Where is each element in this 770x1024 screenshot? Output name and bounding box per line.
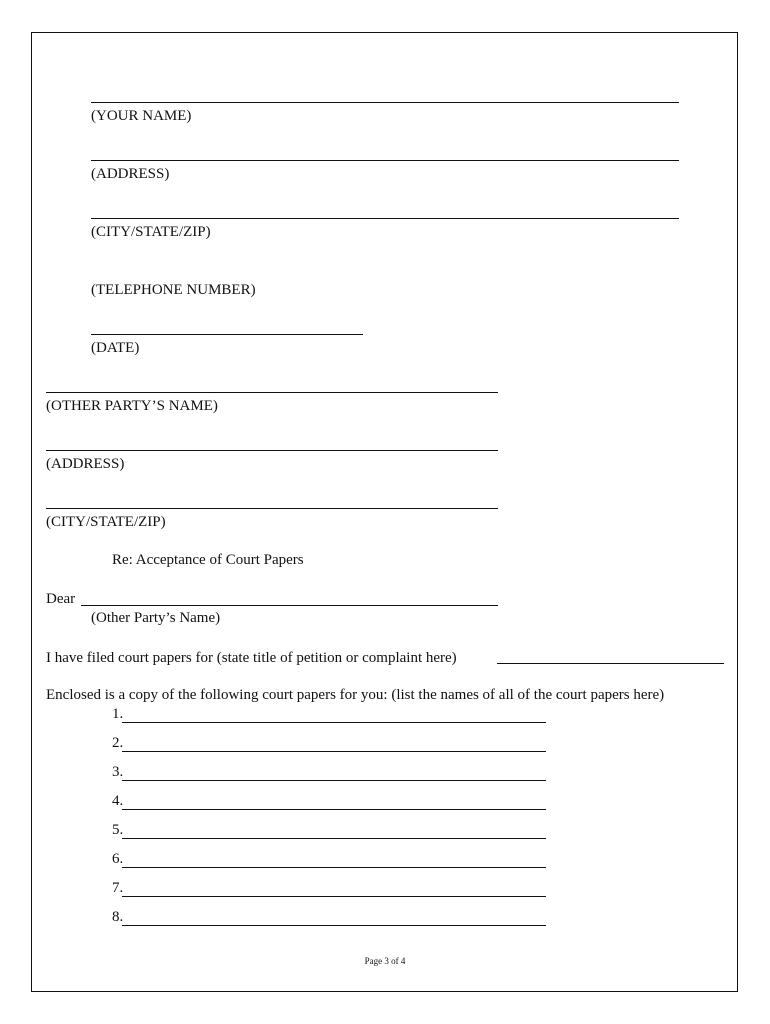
paper-line[interactable] [122,925,546,926]
paper-line[interactable] [122,838,546,839]
paper-line[interactable] [122,867,546,868]
paper-number: 1. [112,706,124,722]
paper-item-8[interactable] [112,908,546,926]
date-line[interactable] [91,334,363,335]
dear-sub-label: (Other Party’s Name) [91,610,221,626]
other-party-name-line[interactable] [46,392,498,393]
filed-text: I have filed court papers for (state title of petition or complaint here) [46,650,457,666]
enclosed-text: Enclosed is a copy of the following court papers for you: (list the names of all of the court papers here) [46,687,665,703]
other-party-city-label: (CITY/STATE/ZIP) [46,514,166,530]
your-name-line[interactable] [91,102,679,103]
paper-item-6[interactable] [112,850,546,868]
paper-number: 5. [112,822,124,838]
paper-number: 3. [112,764,124,780]
address-line[interactable] [91,160,679,161]
other-party-address-label: (ADDRESS) [46,456,125,472]
paper-item-1[interactable] [112,705,546,723]
your-name-label: (YOUR NAME) [91,108,192,124]
address-label: (ADDRESS) [91,166,170,182]
date-label: (DATE) [91,340,140,356]
city-state-zip-line[interactable] [91,218,679,219]
other-party-address-line[interactable] [46,450,498,451]
paper-number: 8. [112,909,124,925]
paper-item-4[interactable] [112,792,546,810]
paper-line[interactable] [122,809,546,810]
other-party-name-label: (OTHER PARTY’S NAME) [46,398,218,414]
paper-number: 7. [112,880,124,896]
paper-item-5[interactable] [112,821,546,839]
paper-line[interactable] [122,780,546,781]
city-state-zip-label: (CITY/STATE/ZIP) [91,224,211,240]
paper-line[interactable] [122,722,546,723]
telephone-label: (TELEPHONE NUMBER) [91,282,256,298]
paper-item-2[interactable] [112,734,546,752]
other-party-city-line[interactable] [46,508,498,509]
paper-line[interactable] [122,896,546,897]
petition-title-line[interactable] [497,663,724,664]
paper-item-7[interactable] [112,879,546,897]
paper-number: 2. [112,735,124,751]
dear-prefix: Dear [46,591,76,607]
paper-line[interactable] [122,751,546,752]
paper-number: 4. [112,793,124,809]
paper-number: 6. [112,851,124,867]
page-number: Page 3 of 4 [364,956,406,966]
dear-name-line[interactable] [81,605,498,606]
re-line: Re: Acceptance of Court Papers [112,552,304,568]
paper-item-3[interactable] [112,763,546,781]
